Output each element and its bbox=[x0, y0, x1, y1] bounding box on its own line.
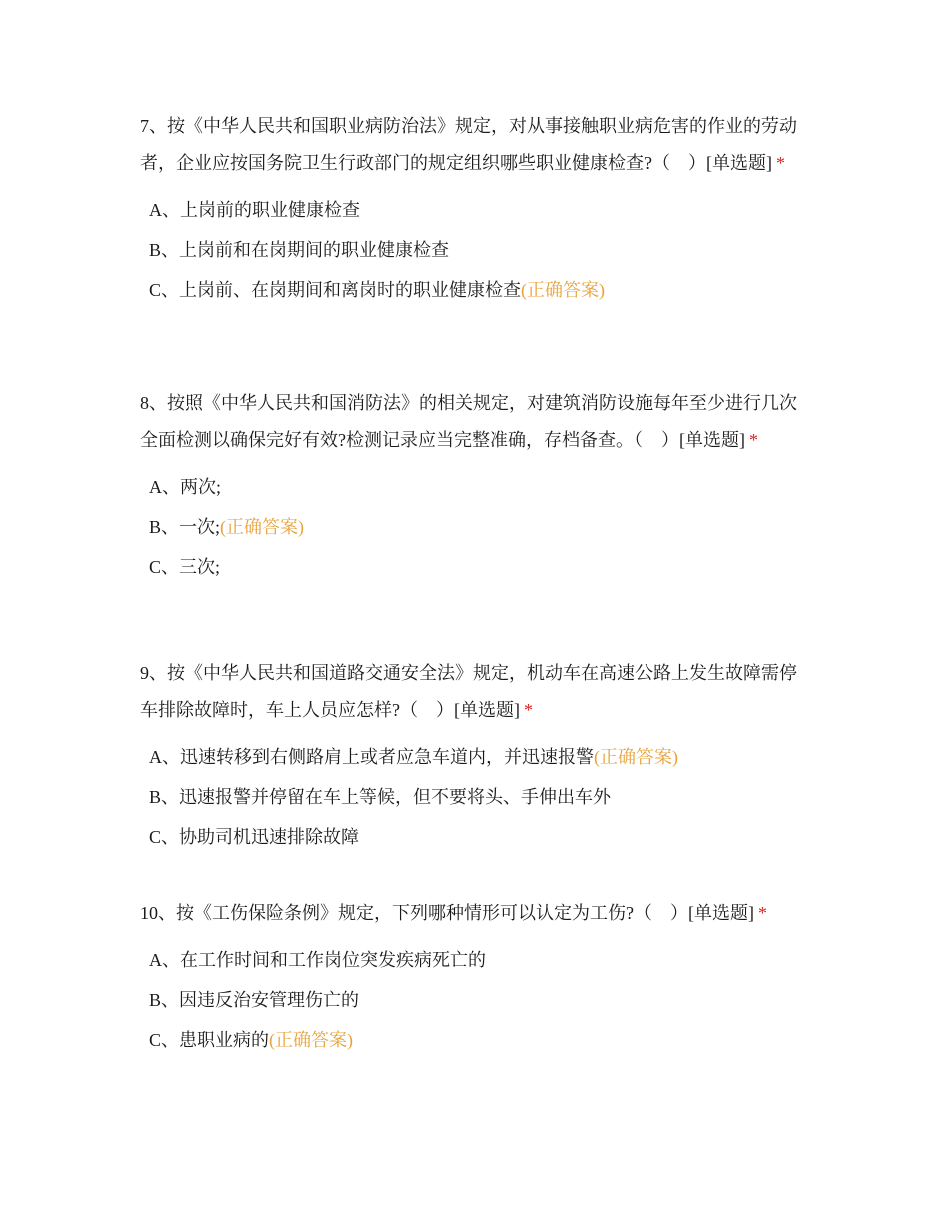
option-c bbox=[140, 547, 805, 587]
option-b bbox=[140, 507, 805, 547]
option-c bbox=[140, 1020, 805, 1060]
option-text: C、上岗前、在岗期间和离岗时的职业健康检查 bbox=[149, 280, 522, 300]
option-c bbox=[140, 270, 805, 310]
correct-answer-label: (正确答案) bbox=[521, 280, 606, 300]
option-a bbox=[140, 940, 805, 980]
option-b bbox=[140, 230, 805, 270]
question-stem bbox=[140, 385, 805, 459]
required-mark: * bbox=[775, 153, 785, 173]
option-a bbox=[140, 737, 805, 777]
option-text: C、协助司机迅速排除故障 bbox=[149, 827, 360, 847]
option-text: A、在工作时间和工作岗位突发疾病死亡的 bbox=[149, 950, 486, 970]
option-text: B、一次; bbox=[149, 517, 221, 537]
question-8 bbox=[140, 385, 805, 587]
option-text: B、迅速报警并停留在车上等候，但不要将头、手伸出车外 bbox=[149, 787, 612, 807]
option-c bbox=[140, 817, 805, 857]
option-list bbox=[140, 467, 805, 587]
option-text: B、上岗前和在岗期间的职业健康检查 bbox=[149, 240, 450, 260]
required-mark: * bbox=[757, 903, 767, 923]
option-text: A、两次; bbox=[149, 477, 221, 497]
question-text: 7、按《中华人民共和国职业病防治法》规定，对从事接触职业病危害的作业的劳动者，企业应按国务院卫生行政部门的规定组织哪些职业健康检查?（ ）[单选题] bbox=[140, 116, 797, 173]
option-b bbox=[140, 980, 805, 1020]
required-mark: * bbox=[748, 430, 758, 450]
option-a bbox=[140, 190, 805, 230]
option-b bbox=[140, 777, 805, 817]
question-7 bbox=[140, 108, 805, 310]
correct-answer-label: (正确答案) bbox=[594, 747, 678, 767]
required-mark: * bbox=[523, 700, 533, 720]
option-text: C、三次; bbox=[149, 557, 221, 577]
option-list bbox=[140, 190, 805, 310]
option-a bbox=[140, 467, 805, 507]
option-list bbox=[140, 940, 805, 1060]
option-text: A、迅速转移到右侧路肩上或者应急车道内，并迅速报警 bbox=[149, 747, 594, 767]
option-text: A、上岗前的职业健康检查 bbox=[149, 200, 360, 220]
correct-answer-label: (正确答案) bbox=[269, 1030, 354, 1050]
question-10 bbox=[140, 895, 805, 1060]
option-list bbox=[140, 737, 805, 857]
question-text: 10、按《工伤保险条例》规定，下列哪种情形可以认定为工伤?（ ）[单选题] bbox=[140, 903, 754, 923]
option-text: B、因违反治安管理伤亡的 bbox=[149, 990, 360, 1010]
question-text: 9、按《中华人民共和国道路交通安全法》规定，机动车在高速公路上发生故障需停车排除故障时，车上人员应怎样?（ ）[单选题] bbox=[140, 663, 797, 720]
option-text: C、患职业病的 bbox=[149, 1030, 270, 1050]
question-stem bbox=[140, 655, 805, 729]
question-text: 8、按照《中华人民共和国消防法》的相关规定，对建筑消防设施每年至少进行几次全面检测以确保完好有效?检测记录应当完整准确，存档备查。（ ）[单选题] bbox=[140, 393, 797, 450]
question-stem bbox=[140, 108, 805, 182]
question-stem bbox=[140, 895, 805, 932]
correct-answer-label: (正确答案) bbox=[220, 517, 305, 537]
question-9 bbox=[140, 655, 805, 857]
